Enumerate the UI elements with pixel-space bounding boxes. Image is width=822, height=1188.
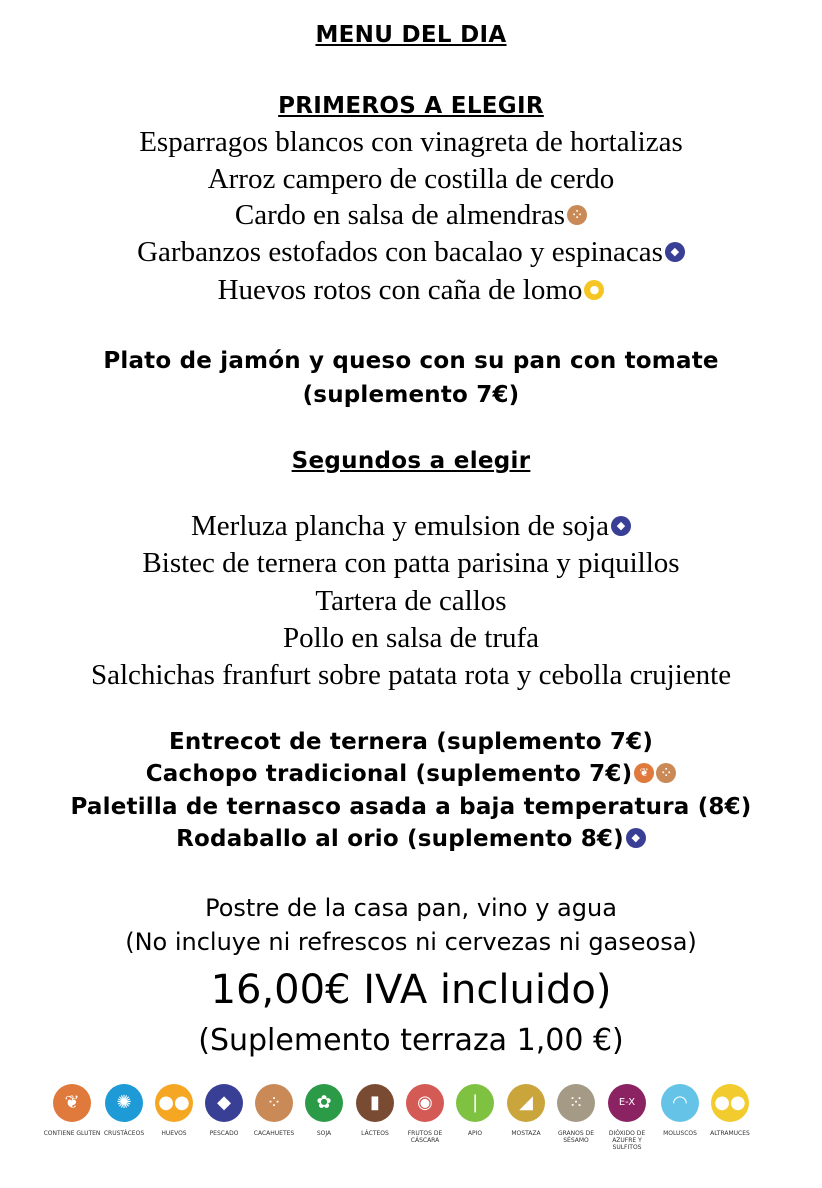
segundos-dish: Salchichas franfurt sobre patata rota y cebolla crujiente (90, 659, 732, 691)
allergen-label: HUEVOS (161, 1130, 187, 1137)
soy-icon: ✿ (305, 1084, 343, 1122)
celery-icon: ❘ (456, 1084, 494, 1122)
nut-icon: ◉ (406, 1084, 444, 1122)
nut-icon: ⁘ (656, 763, 676, 783)
segundos-dish: Tartera de callos (315, 585, 507, 617)
terraza-supplement: (Suplemento terraza 1,00 €) (198, 1023, 624, 1058)
fish-icon: ◆ (611, 516, 631, 536)
wheat-icon: ❦ (53, 1084, 91, 1122)
nut-icon: ⁘ (567, 205, 587, 225)
sulphite-icon: E-X (608, 1084, 646, 1122)
allergen-label: CONTIENE GLUTEN (43, 1130, 101, 1137)
allergen-label: CACAHUETES (253, 1130, 295, 1137)
mustard-icon: ◢ (507, 1084, 545, 1122)
crab-icon: ✺ (105, 1084, 143, 1122)
wheat-icon: ❦ (634, 763, 654, 783)
peanut-icon: ⁘ (255, 1084, 293, 1122)
primeros-dish: Arroz campero de costilla de cerdo (207, 163, 615, 195)
info-line-no-incluye: (No incluye ni refrescos ni cervezas ni gaseosa) (125, 928, 697, 956)
primeros-dish: Esparragos blancos con vinagreta de hortalizas (139, 126, 683, 158)
allergen-item (597, 1084, 657, 1151)
eggs-icon: ● (584, 280, 604, 300)
allergen-label: LÁCTEOS (361, 1130, 389, 1137)
allergen-label: MOLUSCOS (663, 1130, 697, 1137)
fish-icon: ◆ (626, 828, 646, 848)
suplemento-item: Rodaballo al orio (suplemento 8€) ◆ (0, 826, 822, 852)
allergen-label: FRUTOS DE CÁSCARA (407, 1130, 443, 1144)
primeros-dish: Cardo en salsa de almendras ⁘ (0, 199, 822, 232)
allergen-label: DIÓXIDO DE AZUFRE Y SULFITOS (608, 1130, 646, 1151)
fish-icon: ◆ (205, 1084, 243, 1122)
suplemento-item: Cachopo tradicional (suplemento 7€) ❦ ⁘ (0, 761, 822, 787)
segundos-dish: Merluza plancha y emulsion de soja ◆ (0, 510, 822, 543)
lupin-icon: ●● (711, 1084, 749, 1122)
suplemento-item: Entrecot de ternera (suplemento 7€) (168, 729, 654, 755)
allergen-label: PESCADO (209, 1130, 239, 1137)
segundos-dish: Bistec de ternera con patta parisina y piquillos (142, 547, 680, 579)
segundos-dish: Pollo en salsa de trufa (282, 622, 540, 654)
sesame-icon: ⁙ (557, 1084, 595, 1122)
allergen-label: ALTRAMUCES (710, 1130, 750, 1137)
primeros-dish: Garbanzos estofados con bacalao y espinacas ◆ (0, 236, 822, 269)
menu-price: 16,00€ IVA incluido) (210, 967, 612, 1013)
segundos-heading: Segundos a elegir (291, 448, 531, 474)
allergen-item (42, 1084, 102, 1137)
fish-icon: ◆ (665, 242, 685, 262)
allergen-label: APIO (467, 1130, 483, 1137)
milk-icon: ▮ (356, 1084, 394, 1122)
eggs-icon: ●● (155, 1084, 193, 1122)
info-line-postre: Postre de la casa pan, vino y agua (205, 894, 617, 922)
suplemento-item: Paletilla de ternasco asada a baja temperatura (8€) (70, 794, 752, 820)
plato-especial-line1: Plato de jamón y queso con su pan con tomate (103, 348, 719, 374)
allergen-label: GRANOS DE SÉSAMO (557, 1130, 595, 1144)
primeros-heading: PRIMEROS A ELEGIR (278, 93, 544, 119)
allergen-label: MOSTAZA (511, 1130, 541, 1137)
shell-icon: ◠ (661, 1084, 699, 1122)
allergen-item (700, 1084, 760, 1137)
menu-title: MENU DEL DIA (315, 22, 507, 48)
allergen-label: SOJA (316, 1130, 332, 1137)
plato-especial-line2: (suplemento 7€) (302, 382, 520, 408)
primeros-dish: Huevos rotos con caña de lomo ● (0, 274, 822, 307)
allergen-legend (40, 1084, 780, 1154)
allergen-label: CRUSTÁCEOS (103, 1130, 145, 1137)
